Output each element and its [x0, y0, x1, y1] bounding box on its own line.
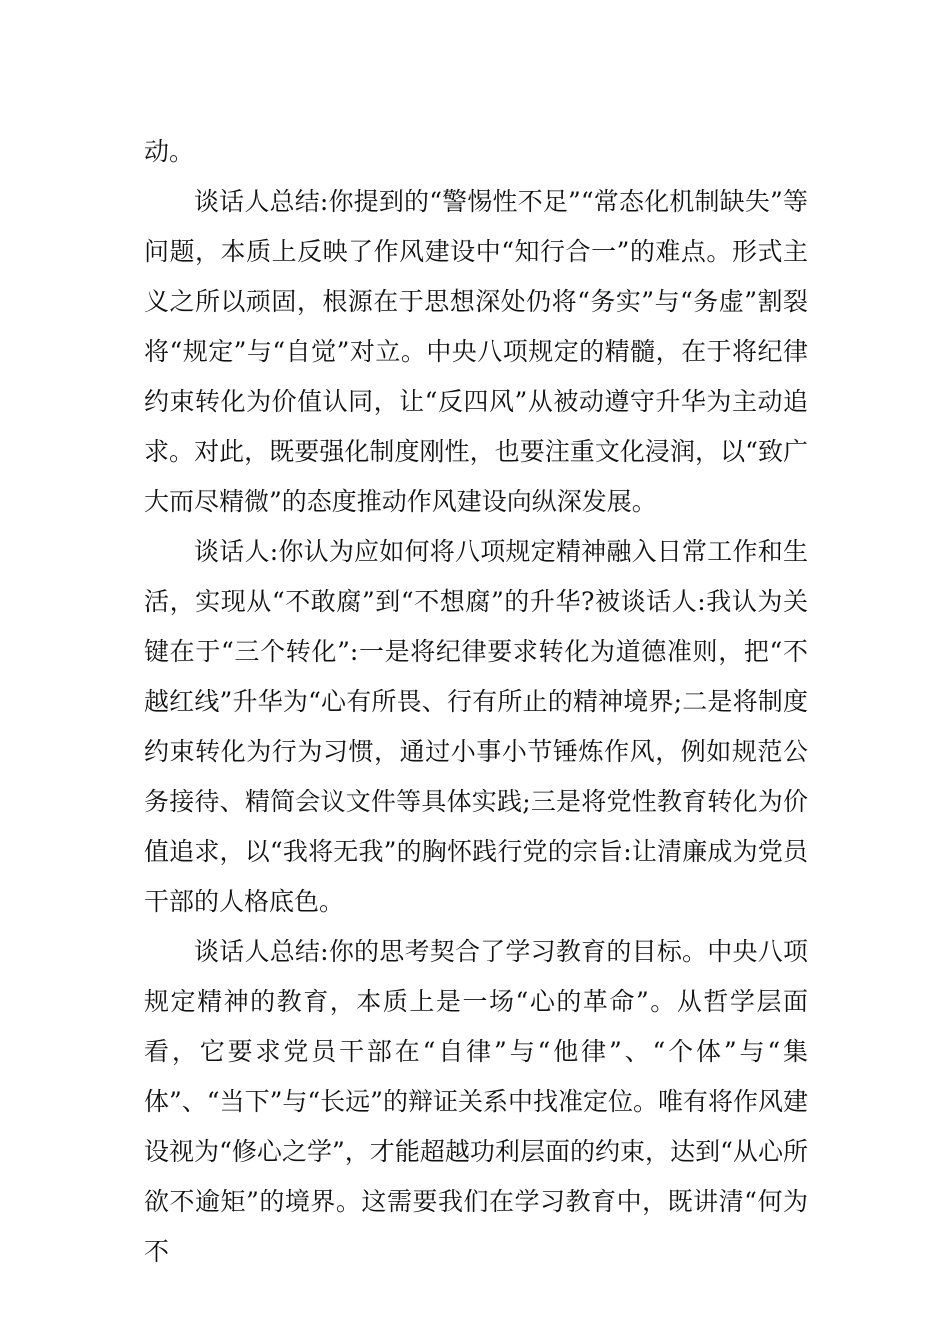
paragraph-question-answer: 谈话人:你认为应如何将八项规定精神融入日常工作和生活，实现从“不敢腐”到“不想腐”的升华?被谈话人:我认为关键在于“三个转化”:一是将纪律要求转化为道德准则，把“不越红线”升华为“心有所畏、行有所止的精神境界;二是将制度约束转化为行为习惯，通过小事小节锤炼作风，例如规范公务接待、精简会议文件等具体实践;三是将党性教育转化为价值追求，以“我将无我”的胸怀践行党的宗旨:让清廉成为党员干部的人格底色。: [144, 537, 808, 916]
paragraph-summary-2: 谈话人总结:你的思考契合了学习教育的目标。中央八项规定精神的教育，本质上是一场“心的革命”。从哲学层面看，它要求党员干部在“自律”与“他律”、“个体”与“集体”、“当下”与“长远”的辩证关系中找准定位。唯有将作风建设视为“修心之学”，才能超越功利层面的约束，达到“从心所欲不逾矩”的境界。这需要我们在学习教育中，既讲清“何为不: [144, 937, 808, 1266]
paragraph-summary-1: 谈话人总结:你提到的“警惕性不足”“常态化机制缺失”等问题，本质上反映了作风建设中“知行合一”的难点。形式主义之所以顽固，根源在于思想深处仍将“务实”与“务虚”割裂将“规定”与“自觉”对立。中央八项规定的精髓，在于将纪律约束转化为价值认同，让“反四风”从被动遵守升华为主动追求。对此，既要强化制度刚性，也要注重文化浸润，以“致广大而尽精微”的态度推动作风建设向纵深发展。: [144, 187, 808, 516]
paragraph-continuation: 动。: [144, 137, 195, 166]
document-body: [144, 127, 808, 1277]
